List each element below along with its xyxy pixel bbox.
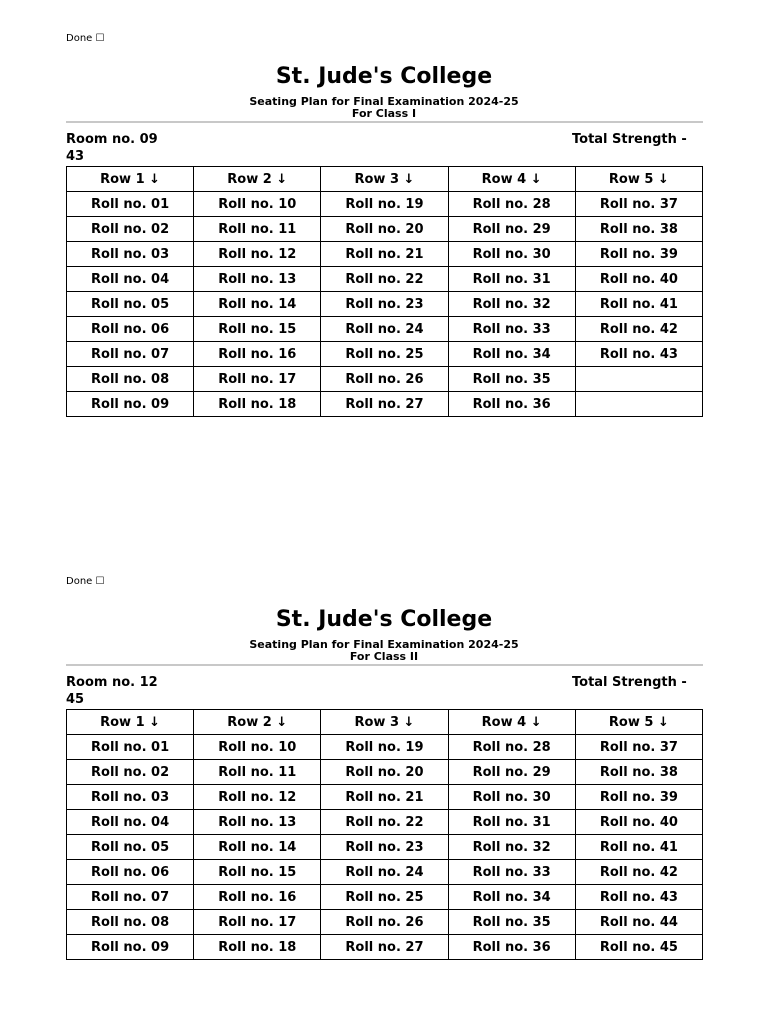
roll-number-cell: Roll no. 45: [575, 935, 702, 960]
table-row: [67, 935, 703, 960]
roll-number-cell: Roll no. 15: [194, 317, 321, 342]
table-row: [67, 860, 703, 885]
roll-number-cell: Roll no. 40: [575, 810, 702, 835]
class-label: For Class II: [349, 650, 419, 663]
column-header-row-4: Row 4 ↓: [448, 167, 575, 192]
table-row: [67, 885, 703, 910]
done-checkbox-link[interactable]: Done ☐: [66, 33, 105, 44]
roll-number-cell: [575, 367, 702, 392]
column-header-row-2: Row 2 ↓: [194, 710, 321, 735]
plan-subtitle: Seating Plan for Final Examination 2024-25: [249, 95, 519, 108]
roll-number-cell: Roll no. 01: [67, 735, 194, 760]
class-label: For Class I: [351, 107, 417, 120]
table-row: [67, 317, 703, 342]
column-header-row-5: Row 5 ↓: [575, 167, 702, 192]
roll-number-cell: Roll no. 16: [194, 885, 321, 910]
table-row: [67, 910, 703, 935]
roll-number-cell: Roll no. 10: [194, 735, 321, 760]
roll-number-cell: Roll no. 07: [67, 885, 194, 910]
room-number: Room no. 12: [66, 675, 158, 690]
total-strength-value: 45: [66, 692, 85, 707]
roll-number-cell: Roll no. 04: [67, 267, 194, 292]
roll-number-cell: Roll no. 12: [194, 785, 321, 810]
roll-number-cell: Roll no. 35: [448, 910, 575, 935]
roll-number-cell: Roll no. 31: [448, 810, 575, 835]
roll-number-cell: Roll no. 11: [194, 760, 321, 785]
roll-number-cell: Roll no. 36: [448, 392, 575, 417]
table-row: [67, 785, 703, 810]
roll-number-cell: Roll no. 27: [321, 935, 448, 960]
roll-number-cell: Roll no. 41: [575, 835, 702, 860]
roll-number-cell: Roll no. 27: [321, 392, 448, 417]
roll-number-cell: Roll no. 26: [321, 910, 448, 935]
roll-number-cell: Roll no. 29: [448, 760, 575, 785]
column-header-row-3: Row 3 ↓: [321, 710, 448, 735]
roll-number-cell: Roll no. 20: [321, 217, 448, 242]
roll-number-cell: Roll no. 39: [575, 785, 702, 810]
roll-number-cell: Roll no. 02: [67, 760, 194, 785]
roll-number-cell: Roll no. 38: [575, 760, 702, 785]
roll-number-cell: Roll no. 24: [321, 860, 448, 885]
roll-number-cell: Roll no. 13: [194, 810, 321, 835]
roll-number-cell: Roll no. 18: [194, 392, 321, 417]
roll-number-cell: Roll no. 11: [194, 217, 321, 242]
roll-number-cell: Roll no. 22: [321, 267, 448, 292]
roll-number-cell: Roll no. 24: [321, 317, 448, 342]
roll-number-cell: Roll no. 30: [448, 242, 575, 267]
roll-number-cell: Roll no. 25: [321, 885, 448, 910]
college-name: St. Jude's College: [275, 64, 493, 89]
roll-number-cell: Roll no. 23: [321, 835, 448, 860]
roll-number-cell: Roll no. 32: [448, 835, 575, 860]
table-header-row: [67, 710, 703, 735]
roll-number-cell: Roll no. 36: [448, 935, 575, 960]
roll-number-cell: Roll no. 23: [321, 292, 448, 317]
table-row: [67, 810, 703, 835]
roll-number-cell: Roll no. 21: [321, 242, 448, 267]
college-name: St. Jude's College: [275, 607, 493, 632]
column-header-row-5: Row 5 ↓: [575, 710, 702, 735]
table-row: [67, 342, 703, 367]
header-divider: [66, 121, 703, 123]
roll-number-cell: Roll no. 28: [448, 735, 575, 760]
roll-number-cell: Roll no. 31: [448, 267, 575, 292]
total-strength-label: Total Strength -: [572, 132, 687, 147]
seating-table: [66, 709, 703, 960]
roll-number-cell: Roll no. 14: [194, 835, 321, 860]
roll-number-cell: Roll no. 03: [67, 785, 194, 810]
roll-number-cell: Roll no. 28: [448, 192, 575, 217]
roll-number-cell: Roll no. 03: [67, 242, 194, 267]
column-header-row-3: Row 3 ↓: [321, 167, 448, 192]
roll-number-cell: Roll no. 08: [67, 367, 194, 392]
roll-number-cell: Roll no. 09: [67, 935, 194, 960]
roll-number-cell: Roll no. 10: [194, 192, 321, 217]
table-row: [67, 760, 703, 785]
table-row: [67, 835, 703, 860]
table-row: [67, 367, 703, 392]
roll-number-cell: Roll no. 01: [67, 192, 194, 217]
roll-number-cell: Roll no. 15: [194, 860, 321, 885]
roll-number-cell: Roll no. 18: [194, 935, 321, 960]
column-header-row-1: Row 1 ↓: [67, 167, 194, 192]
roll-number-cell: Roll no. 19: [321, 192, 448, 217]
done-checkbox-link[interactable]: Done ☐: [66, 576, 105, 587]
column-header-row-4: Row 4 ↓: [448, 710, 575, 735]
room-number: Room no. 09: [66, 132, 158, 147]
roll-number-cell: Roll no. 02: [67, 217, 194, 242]
roll-number-cell: Roll no. 43: [575, 342, 702, 367]
roll-number-cell: Roll no. 38: [575, 217, 702, 242]
roll-number-cell: Roll no. 04: [67, 810, 194, 835]
roll-number-cell: Roll no. 14: [194, 292, 321, 317]
roll-number-cell: Roll no. 09: [67, 392, 194, 417]
roll-number-cell: Roll no. 12: [194, 242, 321, 267]
roll-number-cell: Roll no. 05: [67, 835, 194, 860]
table-row: [67, 192, 703, 217]
table-row: [67, 267, 703, 292]
roll-number-cell: Roll no. 19: [321, 735, 448, 760]
total-strength-value: 43: [66, 149, 85, 164]
roll-number-cell: Roll no. 34: [448, 342, 575, 367]
roll-number-cell: Roll no. 07: [67, 342, 194, 367]
roll-number-cell: Roll no. 30: [448, 785, 575, 810]
roll-number-cell: Roll no. 26: [321, 367, 448, 392]
roll-number-cell: Roll no. 32: [448, 292, 575, 317]
roll-number-cell: Roll no. 06: [67, 317, 194, 342]
roll-number-cell: Roll no. 20: [321, 760, 448, 785]
roll-number-cell: Roll no. 34: [448, 885, 575, 910]
roll-number-cell: Roll no. 05: [67, 292, 194, 317]
roll-number-cell: Roll no. 29: [448, 217, 575, 242]
column-header-row-2: Row 2 ↓: [194, 167, 321, 192]
table-row: [67, 735, 703, 760]
table-row: [67, 392, 703, 417]
roll-number-cell: Roll no. 43: [575, 885, 702, 910]
table-header-row: [67, 167, 703, 192]
plan-subtitle: Seating Plan for Final Examination 2024-25: [249, 638, 519, 651]
roll-number-cell: Roll no. 25: [321, 342, 448, 367]
roll-number-cell: Roll no. 37: [575, 192, 702, 217]
roll-number-cell: Roll no. 40: [575, 267, 702, 292]
roll-number-cell: Roll no. 22: [321, 810, 448, 835]
roll-number-cell: Roll no. 17: [194, 367, 321, 392]
roll-number-cell: Roll no. 17: [194, 910, 321, 935]
roll-number-cell: Roll no. 21: [321, 785, 448, 810]
roll-number-cell: Roll no. 13: [194, 267, 321, 292]
table-row: [67, 242, 703, 267]
roll-number-cell: Roll no. 06: [67, 860, 194, 885]
roll-number-cell: Roll no. 44: [575, 910, 702, 935]
total-strength-label: Total Strength -: [572, 675, 687, 690]
seating-table: [66, 166, 703, 417]
roll-number-cell: [575, 392, 702, 417]
roll-number-cell: Roll no. 42: [575, 860, 702, 885]
roll-number-cell: Roll no. 37: [575, 735, 702, 760]
table-row: [67, 292, 703, 317]
column-header-row-1: Row 1 ↓: [67, 710, 194, 735]
roll-number-cell: Roll no. 39: [575, 242, 702, 267]
header-divider: [66, 664, 703, 666]
roll-number-cell: Roll no. 42: [575, 317, 702, 342]
roll-number-cell: Roll no. 41: [575, 292, 702, 317]
roll-number-cell: Roll no. 33: [448, 317, 575, 342]
roll-number-cell: Roll no. 33: [448, 860, 575, 885]
roll-number-cell: Roll no. 35: [448, 367, 575, 392]
table-row: [67, 217, 703, 242]
roll-number-cell: Roll no. 08: [67, 910, 194, 935]
roll-number-cell: Roll no. 16: [194, 342, 321, 367]
